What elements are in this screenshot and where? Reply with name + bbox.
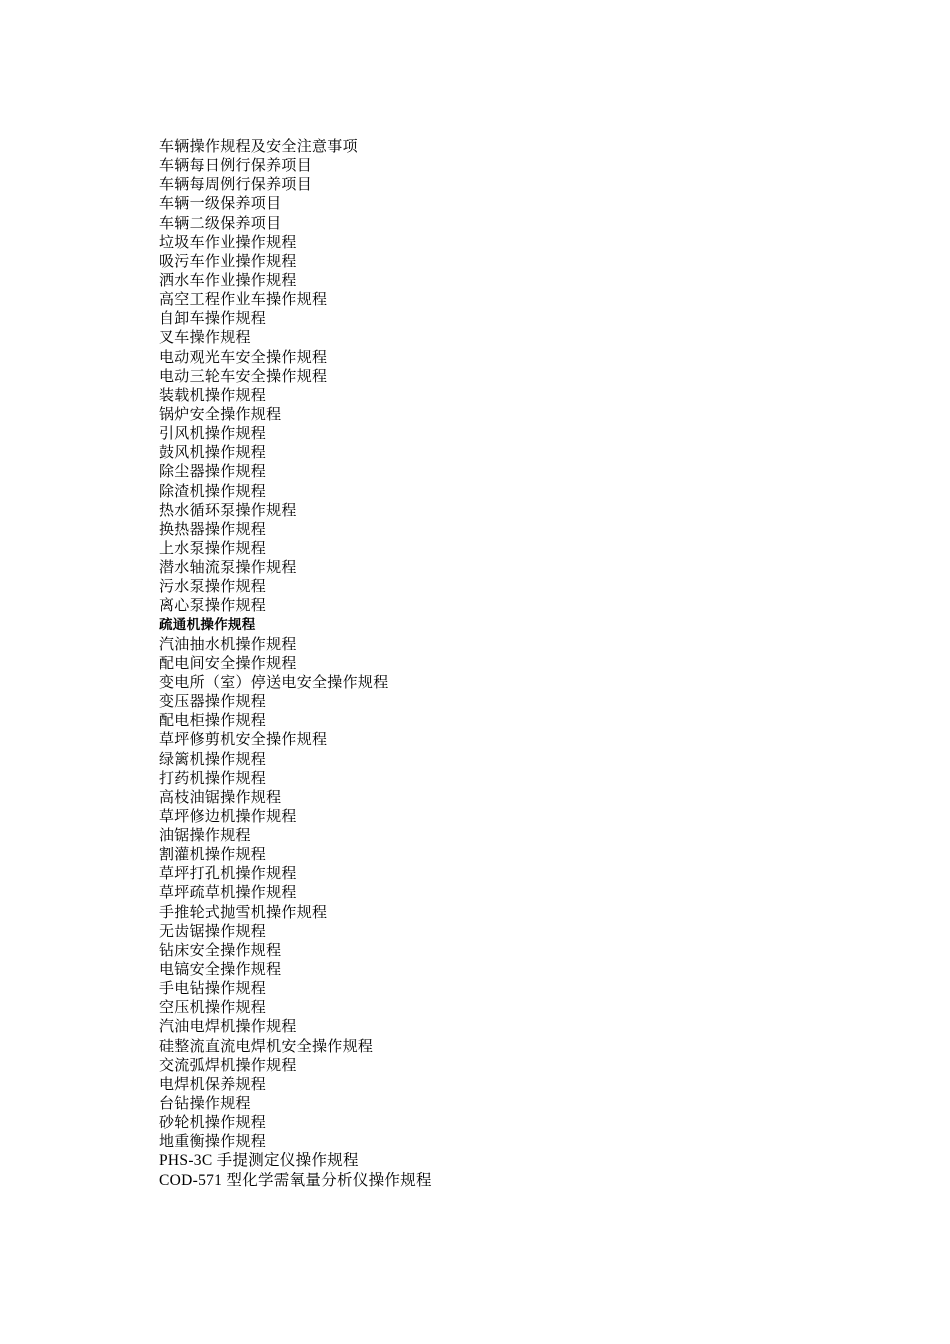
list-item: PHS-3C 手提测定仪操作规程 [159, 1152, 359, 1170]
list-item: 车辆二级保养项目 [159, 213, 282, 232]
list-item: 叉车操作规程 [159, 328, 251, 347]
list-item: 污水泵操作规程 [159, 577, 267, 596]
list-item: 换热器操作规程 [159, 519, 267, 538]
list-item: 高枝油锯操作规程 [159, 787, 282, 806]
list-item: 除尘器操作规程 [159, 462, 267, 481]
list-item: 电动三轮车安全操作规程 [159, 366, 328, 385]
list-item: 电动观光车安全操作规程 [159, 347, 328, 366]
list-item: COD-571 型化学需氧量分析仪操作规程 [159, 1172, 432, 1190]
list-item: 潜水轴流泵操作规程 [159, 558, 297, 577]
list-item: 变压器操作规程 [159, 692, 267, 711]
list-item: 汽油电焊机操作规程 [159, 1017, 297, 1036]
list-item: 台钻操作规程 [159, 1094, 251, 1113]
list-item: 车辆一级保养项目 [159, 194, 282, 213]
list-item: 手电钻操作规程 [159, 979, 267, 998]
list-item: 变电所（室）停送电安全操作规程 [159, 672, 389, 691]
list-item: 电焊机保养规程 [159, 1074, 267, 1093]
list-item: 钻床安全操作规程 [159, 940, 282, 959]
list-item: 自卸车操作规程 [159, 309, 267, 328]
list-item: 手推轮式抛雪机操作规程 [159, 902, 328, 921]
list-item: 割灌机操作规程 [159, 845, 267, 864]
list-item: 高空工程作业车操作规程 [159, 290, 328, 309]
list-item: 绿篱机操作规程 [159, 749, 267, 768]
list-item: 草坪修边机操作规程 [159, 806, 297, 825]
list-item: 垃圾车作业操作规程 [159, 232, 297, 251]
list-item: 车辆操作规程及安全注意事项 [159, 137, 358, 155]
list-item: 引风机操作规程 [159, 424, 267, 443]
list-item: 上水泵操作规程 [159, 538, 267, 557]
list-item: 除渣机操作规程 [159, 481, 267, 500]
list-item: 车辆每日例行保养项目 [159, 156, 313, 175]
list-item: 洒水车作业操作规程 [159, 270, 297, 289]
list-item: 地重衡操作规程 [159, 1132, 267, 1151]
list-item: 空压机操作规程 [159, 998, 267, 1017]
list-item: 草坪修剪机安全操作规程 [159, 730, 328, 749]
list-item: 鼓风机操作规程 [159, 443, 267, 462]
list-item: 打药机操作规程 [159, 768, 267, 787]
list-item: 热水循环泵操作规程 [159, 500, 297, 519]
list-item: 油锯操作规程 [159, 826, 251, 845]
list-item: 吸污车作业操作规程 [159, 251, 297, 270]
list-item: 配电柜操作规程 [159, 711, 267, 730]
list-item: 锅炉安全操作规程 [159, 404, 282, 423]
list-item: 装载机操作规程 [159, 385, 267, 404]
list-item: 离心泵操作规程 [159, 596, 267, 615]
list-item: 草坪疏草机操作规程 [159, 883, 297, 902]
list-item: 疏通机操作规程 [159, 616, 256, 633]
list-item: 电镐安全操作规程 [159, 960, 282, 979]
list-item: 硅整流直流电焊机安全操作规程 [159, 1036, 374, 1055]
list-item: 草坪打孔机操作规程 [159, 864, 297, 883]
list-item: 车辆每周例行保养项目 [159, 175, 313, 194]
list-item: 汽油抽水机操作规程 [159, 634, 297, 653]
list-item: 配电间安全操作规程 [159, 653, 297, 672]
list-item: 交流弧焊机操作规程 [159, 1055, 297, 1074]
list-item: 砂轮机操作规程 [159, 1113, 267, 1132]
list-item: 无齿锯操作规程 [159, 921, 267, 940]
procedure-list [159, 137, 432, 1191]
